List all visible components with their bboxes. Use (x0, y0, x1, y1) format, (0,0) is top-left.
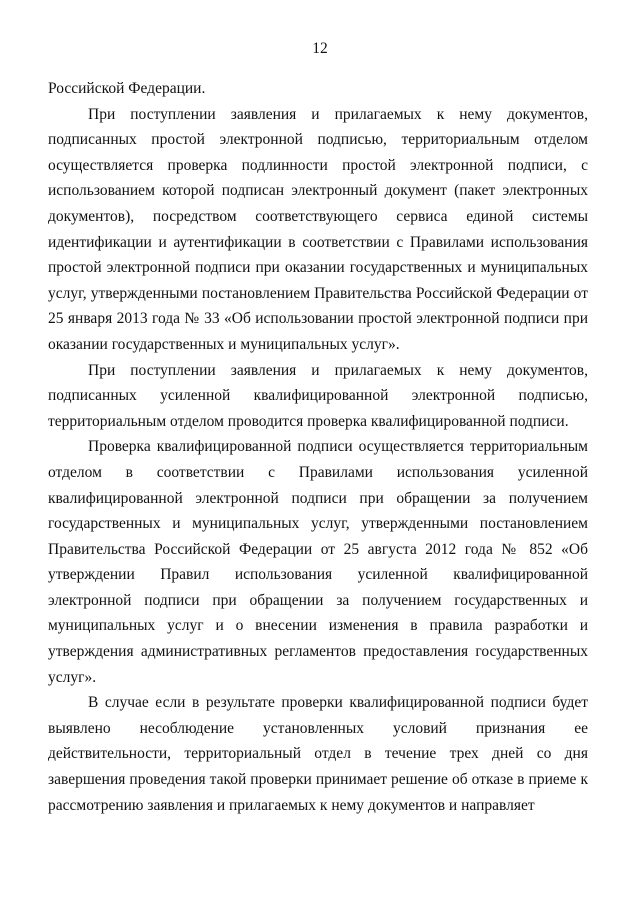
page-number: 12 (312, 40, 328, 57)
paragraph-continuation: Российской Федерации. (48, 80, 206, 97)
paragraph-qualified-signature-receipt: При поступлении заявления и прилагаемых к нему документов, подписанных усиленной квалифицированной электронной подписью, территориальным отделом проводится проверка квалифицированной подписи. (48, 361, 588, 430)
document-body (48, 76, 588, 818)
paragraph-qualified-signature-check: Проверка квалифицированной подписи осуществляется территориальным отделом в соответствии с Правилами использования усиленной квалифицированной электронной подписи при обращении за получением государственных и муниципальных услуг, утвержденными постановлением Правительства Российской Федерации от 25 августа 2012 года № 852 «Об утверждении Правил использования усиленной квалифицированной электронной подписи при обращении за получением государственных и муниципальных услуг и о внесении изменения в правила разработки и утверждения административных регламентов предоставления государственных услуг». (48, 438, 588, 686)
paragraph-refusal-decision: В случае если в результате проверки квалифицированной подписи будет выявлено несоблюдение установленных условий признания ее действительности, территориальный отдел в течение трех дней со дня завершения проведения такой проверки принимает решение об отказе в приеме к рассмотрению заявления и прилагаемых к нему документов и направляет (48, 694, 588, 814)
paragraph-simple-signature-check: При поступлении заявления и прилагаемых к нему документов, подписанных простой электронной подписью, территориальным отделом осуществляется проверка подлинности простой электронной подписи, с использованием которой подписан электронный документ (пакет электронных документов), посредством соответствующего сервиса единой системы идентификации и аутентификации в соответствии с Правилами использования простой электронной подписи при оказании государственных и муниципальных услуг, утвержденными постановлением Правительства Российской Федерации от 25 января 2013 года № 33 «Об использовании простой электронной подписи при оказании государственных и муниципальных услуг». (48, 105, 588, 353)
